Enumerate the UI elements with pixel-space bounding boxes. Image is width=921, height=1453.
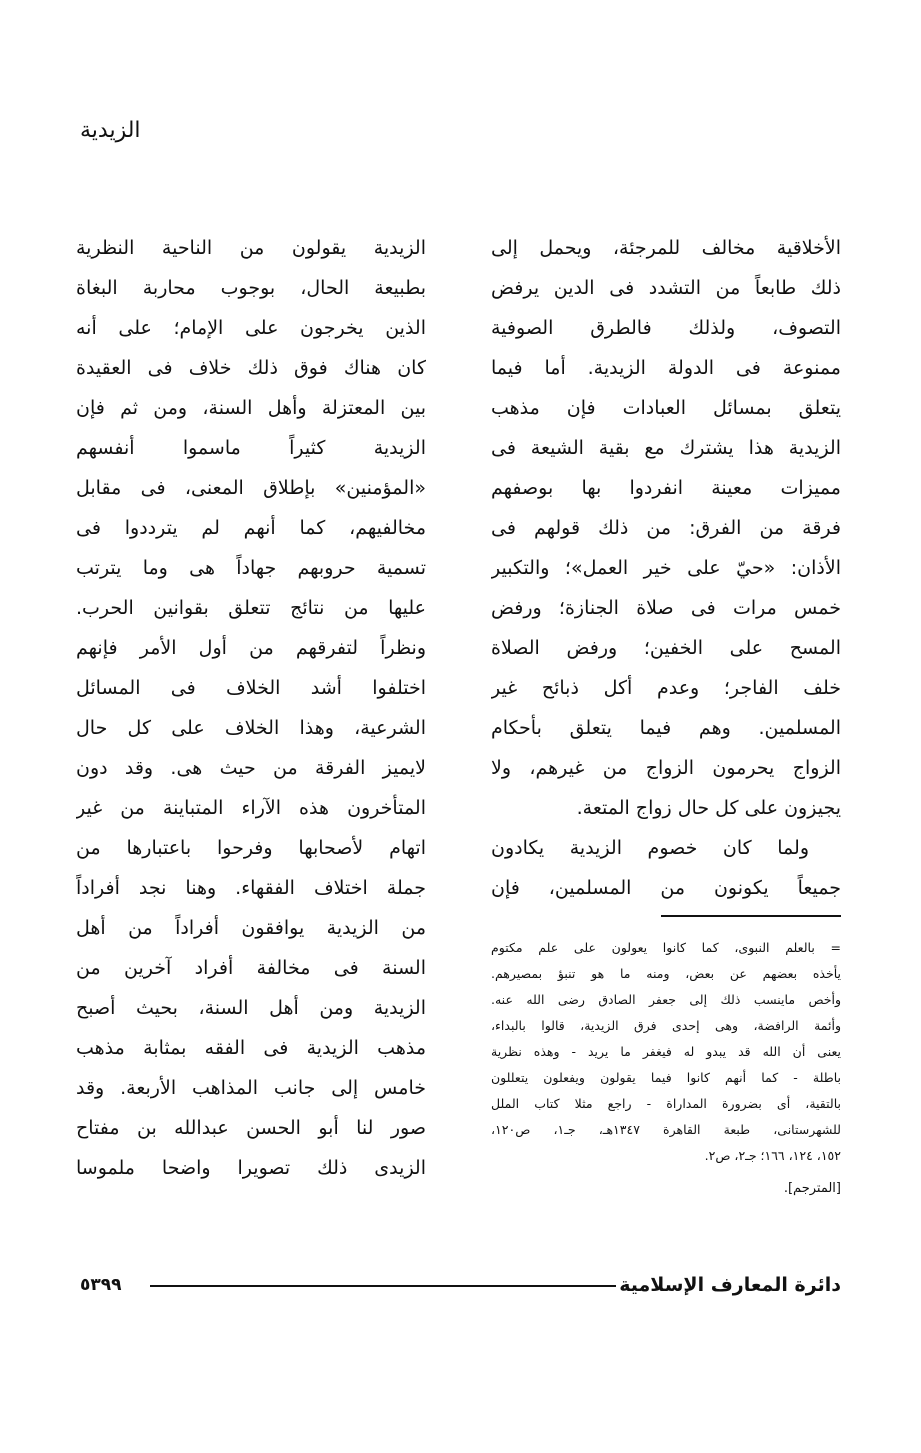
text-line: تسمية حروبهم جهاداً هى وما يترتب — [76, 557, 426, 579]
text-line: ذلك طابعاً من التشدد فى الدين يرفض — [491, 277, 841, 299]
text-line: الأذان: «حيّ على خير العمل»؛ والتكبير — [491, 557, 841, 579]
footnote-line: بالتقية، أى بضرورة المداراة - راجع مثلا كتاب الملل — [491, 1096, 841, 1111]
text-line: صور لنا أبو الحسن عبدالله بن مفتاح — [76, 1117, 426, 1139]
text-line: الأخلاقية مخالف للمرجئة، ويحمل إلى — [491, 237, 841, 259]
text-line: الزيدية يقولون من الناحية النظرية — [76, 237, 426, 259]
text-line: الذين يخرجون على الإمام؛ على أنه — [76, 317, 426, 339]
page-footer — [80, 1270, 841, 1300]
text-line: الزيدية هذا يشترك مع بقية الشيعة فى — [491, 437, 841, 459]
footnote-line: = بالعلم النبوى، كما كانوا يعولون على علم مكتوم — [491, 940, 841, 955]
text-line: خامس إلى جانب المذاهب الأربعة. وقد — [76, 1077, 426, 1099]
text-line: التصوف، ولذلك فالطرق الصوفية — [491, 317, 841, 339]
text-line: الزيدية كثيراً ماسموا أنفسهم — [76, 437, 426, 459]
text-line: ولما كان خصوم الزيدية يكادون — [491, 837, 809, 859]
text-line: المسح على الخفين؛ ورفض الصلاة — [491, 637, 841, 659]
publication-title: دائرة المعارف الإسلامية — [619, 1274, 841, 1296]
text-line: مميزات معينة انفردوا بها بوصفهم — [491, 477, 841, 499]
text-line: فرقة من الفرق: من ذلك قولهم فى — [491, 517, 841, 539]
text-line: المسلمين. وهم فيما يتعلق بأحكام — [491, 717, 841, 739]
text-line: الزيدى ذلك تصويرا واضحا ملموسا — [76, 1157, 426, 1179]
text-line: عليها من نتائج تتعلق بقوانين الحرب. — [76, 597, 426, 619]
text-line: جملة اختلاف الفقهاء. وهنا نجد أفراداً — [76, 877, 426, 899]
text-line: خمس مرات فى صلاة الجنازة؛ ورفض — [491, 597, 841, 619]
text-line: الزواج يحرمون الزواج من غيرهم، ولا — [491, 757, 841, 779]
text-line: بين المعتزلة وأهل السنة، ومن ثم فإن — [76, 397, 426, 419]
footnote-line: للشهرستانى، طبعة القاهرة ١٣٤٧هـ، جـ١، ص١٢٠، — [491, 1122, 841, 1137]
text-line: «المؤمنين» بإطلاق المعنى، فى مقابل — [76, 477, 426, 499]
text-line: بطبيعة الحال، بوجوب محاربة البغاة — [76, 277, 426, 299]
text-line: جميعاً يكونون من المسلمين، فإن — [491, 877, 841, 899]
text-line: يجيزون على كل حال زواج المتعة. — [576, 797, 841, 819]
footnote-line: يعنى أن الله قد يبدو له فيغفر ما يريد - وهذه نظرية — [491, 1044, 841, 1059]
text-line: كان هناك فوق ذلك خلاف فى العقيدة — [76, 357, 426, 379]
footnote-divider — [661, 915, 841, 917]
footnote-line: ١٥٢، ١٢٤، ١٦٦؛ جـ٢، ص٢. — [704, 1148, 841, 1163]
footnote-line: يأخذه بعضهم عن بعض، ومنه ما هو تنبؤ بمصيرهم. — [491, 966, 841, 981]
text-line: لايميز الفرقة من حيث هى. وقد دون — [76, 757, 426, 779]
text-line: اتهام لأصحابها وفرحوا باعتبارها من — [76, 837, 426, 859]
running-title: الزيدية — [80, 118, 141, 143]
text-line: ممنوعة فى الدولة الزيدية. أما فيما — [491, 357, 841, 379]
text-line: مخالفيهم، كما أنهم لم يترددوا فى — [76, 517, 426, 539]
footer-divider — [150, 1285, 616, 1287]
text-line: الشرعية، وهذا الخلاف على كل حال — [76, 717, 426, 739]
text-line: الزيدية ومن أهل السنة، بحيث أصبح — [76, 997, 426, 1019]
text-line: اختلفوا أشد الخلاف فى المسائل — [76, 677, 426, 699]
text-line: ونظراً لتفرقهم من أول الأمر فإنهم — [76, 637, 426, 659]
footnote-block — [491, 935, 841, 1196]
text-line: يتعلق بمسائل العبادات فإن مذهب — [491, 397, 841, 419]
text-line: السنة فى مخالفة أفراد آخرين من — [76, 957, 426, 979]
text-line: المتأخرون هذه الآراء المتباينة من غير — [76, 797, 426, 819]
footnote-signature: [المترجم]. — [783, 1181, 841, 1196]
page-number: ٥٣٩٩ — [80, 1275, 122, 1295]
right-text-column — [491, 228, 841, 908]
left-text-column — [76, 228, 426, 1188]
text-line: من الزيدية يوافقون أفراداً من أهل — [76, 917, 426, 939]
text-line: مذهب الزيدية فى الفقه بمثابة مذهب — [76, 1037, 426, 1059]
text-line: خلف الفاجر؛ وعدم أكل ذبائح غير — [491, 677, 841, 699]
footnote-line: وأخص ماينسب ذلك إلى جعفر الصادق رضى الله عنه. — [491, 992, 841, 1007]
footnote-line: باطلة - كما أنهم كانوا فيما يقولون ويفعلون يتعللون — [491, 1070, 841, 1085]
footnote-line: وأئمة الرافضة، وهى إحدى فرق الزيدية، قالوا بالبداء، — [491, 1018, 841, 1033]
